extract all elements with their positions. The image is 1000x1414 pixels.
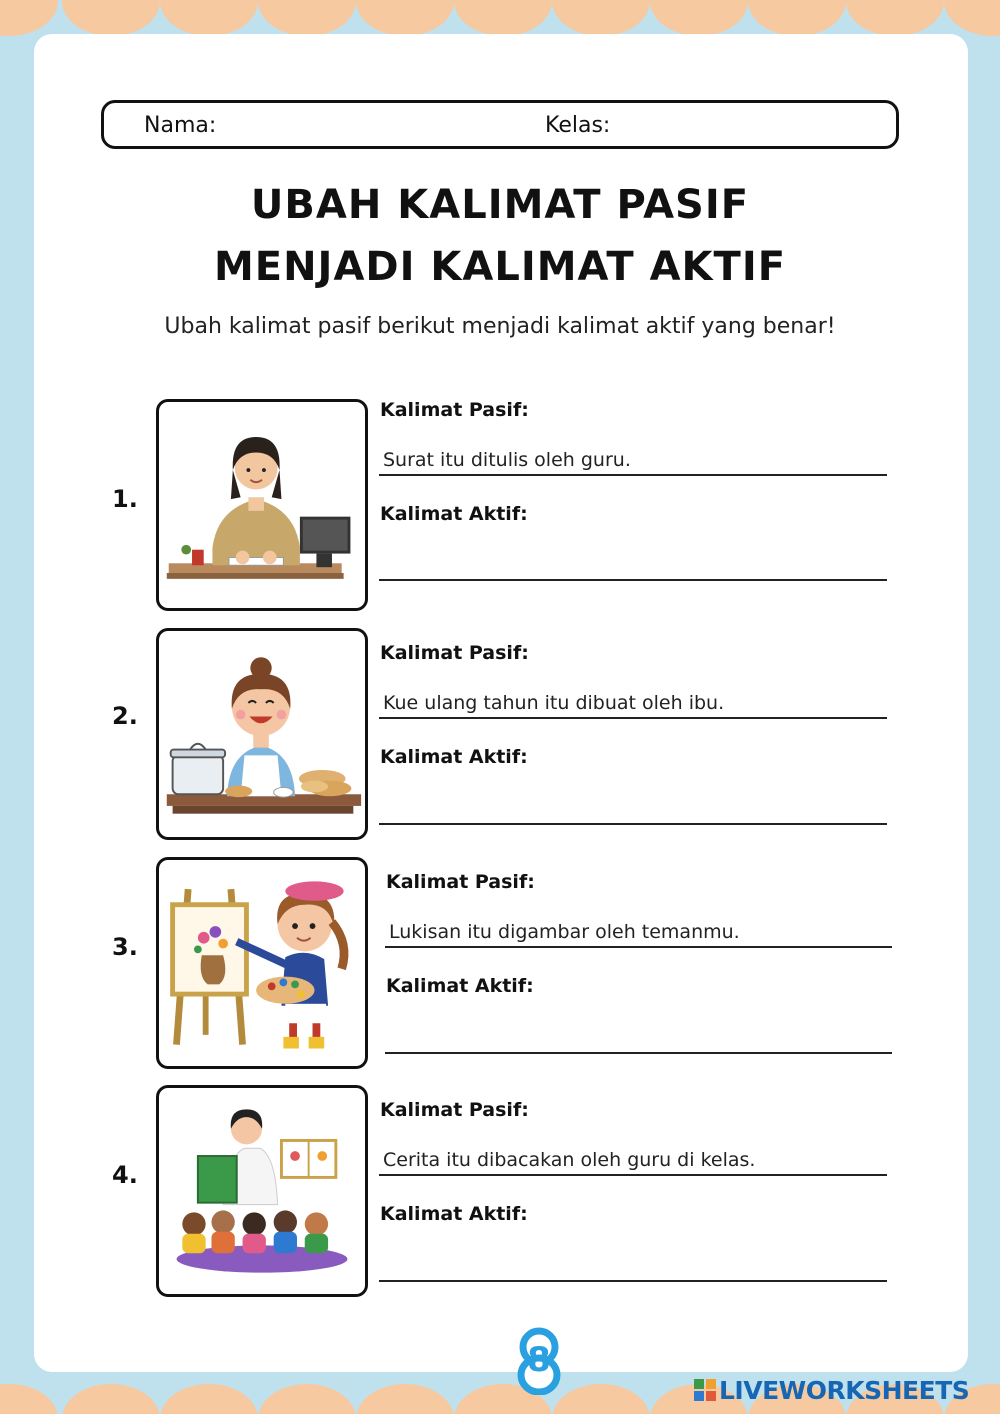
logo-blocks-icon (694, 1379, 716, 1401)
teacher-reading-illustration (156, 1085, 368, 1297)
exercise-item-3 (0, 857, 1000, 1069)
name-label: Nama: (144, 113, 217, 138)
exercise-item-2 (0, 628, 1000, 840)
active-underline (385, 1052, 892, 1054)
active-label: Kalimat Aktif: (380, 503, 528, 525)
item-number: 2. (112, 702, 138, 730)
page-title-line-2: MENJADI KALIMAT AKTIF (213, 244, 787, 290)
mother-baking-illustration (156, 628, 368, 840)
active-label: Kalimat Aktif: (386, 975, 534, 997)
passive-sentence: Kue ulang tahun itu dibuat oleh ibu. (383, 692, 725, 714)
item-number: 3. (112, 933, 138, 961)
passive-sentence: Cerita itu dibacakan oleh guru di kelas. (383, 1149, 756, 1171)
page-number-badge (517, 1327, 561, 1395)
active-underline (379, 1280, 887, 1282)
passive-underline (379, 1174, 887, 1176)
teacher-writing-illustration (156, 399, 368, 611)
passive-underline (379, 717, 887, 719)
exercise-item-1 (0, 399, 1000, 611)
exercise-item-4 (0, 1085, 1000, 1297)
passive-label: Kalimat Pasif: (380, 1099, 529, 1121)
item-number: 1. (112, 485, 138, 513)
passive-label: Kalimat Pasif: (380, 642, 529, 664)
active-underline (379, 579, 887, 581)
active-label: Kalimat Aktif: (380, 1203, 528, 1225)
active-underline (379, 823, 887, 825)
class-label: Kelas: (545, 113, 611, 138)
active-label: Kalimat Aktif: (380, 746, 528, 768)
page-title-line-1: UBAH KALIMAT PASIF (250, 182, 750, 228)
passive-underline (385, 946, 892, 948)
passive-sentence: Lukisan itu digambar oleh temanmu. (389, 921, 740, 943)
child-painting-illustration (156, 857, 368, 1069)
passive-label: Kalimat Pasif: (386, 871, 535, 893)
liveworksheets-logo (694, 1373, 969, 1407)
brand-name: LIVEWORKSHEETS (719, 1375, 970, 1405)
passive-sentence: Surat itu ditulis oleh guru. (383, 449, 631, 471)
item-number: 4. (112, 1161, 138, 1189)
student-info-box (101, 100, 899, 149)
passive-underline (379, 474, 887, 476)
page-number-text: 8 (527, 1340, 551, 1380)
passive-label: Kalimat Pasif: (380, 399, 529, 421)
instruction-text: Ubah kalimat pasif berikut menjadi kalimat aktif yang benar! (164, 314, 836, 339)
